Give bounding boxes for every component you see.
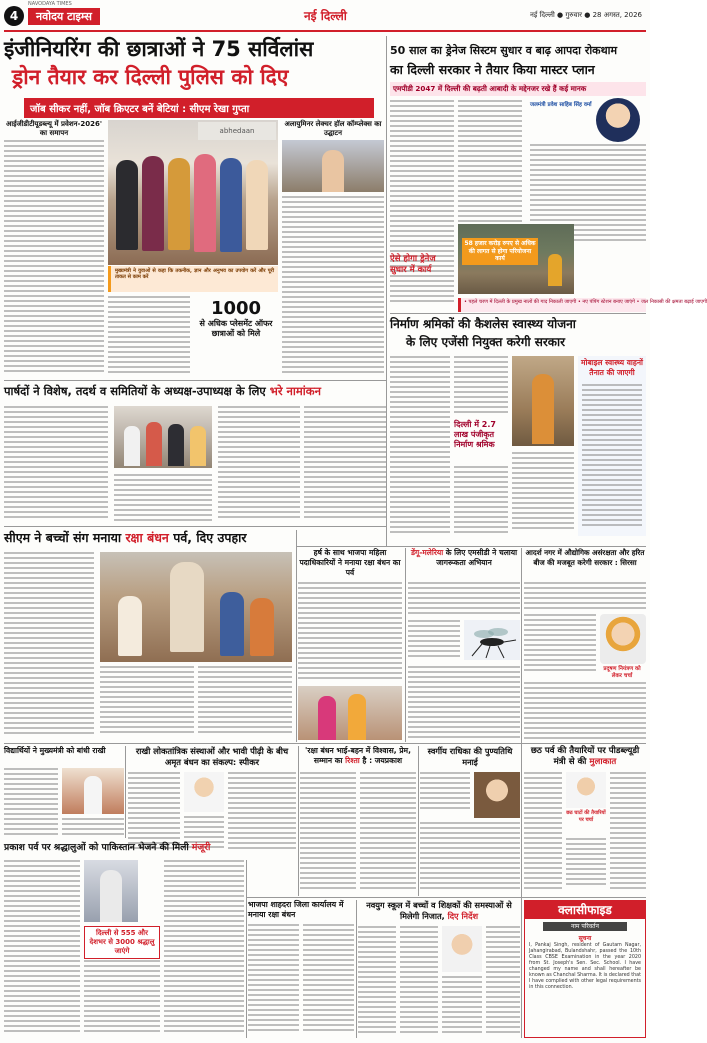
stage-banner: abhedaan	[198, 122, 276, 140]
dengue-body-left	[408, 620, 460, 662]
navyug-story	[358, 900, 520, 1038]
parshad-body-col3	[218, 406, 300, 524]
classified-box	[524, 900, 646, 1038]
navyug-headline	[358, 900, 520, 922]
raksha-headline-a: सीएम ने बच्चों संग मनाया	[4, 530, 122, 545]
industry-body-left	[524, 614, 596, 674]
students-story	[4, 746, 124, 838]
drain-photo-callout: 58 हजार करोड़ रुपए से अधिक की लागत से होगा परियोजना कार्य	[462, 238, 538, 265]
navyug-photo	[442, 926, 482, 972]
parshad-photo	[114, 406, 212, 468]
bjp-women-headline: हर्ष के साथ भाजपा महिला पदाधिकारियों ने मनाया रक्षा बंधन का पर्व	[299, 548, 401, 577]
rakhi-trust-body-right	[360, 772, 416, 892]
classified-section: नाम परिवर्तन	[543, 922, 627, 931]
rakhi-trust-story	[300, 746, 416, 896]
students-photo-figure	[84, 776, 102, 814]
workers-headline-line1: निर्माण श्रमिकों की कैशलेस स्वास्थ्य योजना	[390, 317, 576, 331]
lead-quote: मुख्यमंत्री ने युवाओं से कहा कि तकनीक, ज्ञान और अनुभव का उपयोग करें और पूरी ताकत से काम करें	[115, 268, 274, 281]
photo-figure-4	[194, 154, 216, 252]
parshad-photo-figure-2	[146, 422, 162, 466]
rakhi-trust-headline-c: है : जयप्रकाश	[359, 756, 403, 765]
prakash-photo-figure	[100, 870, 122, 922]
chhath-body-col1	[524, 772, 562, 892]
parshad-headline-a: पार्षदों ने विशेष, तदर्थ व समितियों के अध्यक्ष-उपाध्यक्ष के लिए	[4, 384, 266, 398]
chhath-headline-b: मुलाकात	[589, 757, 617, 767]
parshad-photo-figure-1	[124, 426, 140, 466]
chhath-callout: छठ घाटों की तैयारियों पर चर्चा	[566, 810, 606, 823]
rule-shahdara-right	[356, 900, 357, 1038]
dengue-headline	[408, 548, 520, 568]
radhika-photo	[474, 772, 520, 818]
navyug-body-col2	[400, 926, 438, 1036]
students-body-left	[4, 768, 58, 836]
bjp-women-photo-figure-2	[348, 694, 366, 740]
mosquito-icon	[464, 620, 520, 660]
brand-logo: नवोदय टाइम्स	[28, 8, 100, 25]
rule-row-3	[246, 897, 646, 898]
rule-students-right	[125, 746, 126, 838]
lead-photo	[108, 120, 278, 265]
lead-story	[4, 36, 384, 381]
workers-stat: दिल्ली में 2.7 लाख पंजीकृत निर्माण श्रमिक	[454, 420, 496, 449]
side-photo-person	[322, 150, 344, 192]
raksha-body-col3	[198, 666, 292, 738]
industry-body-top	[524, 582, 646, 612]
masthead	[4, 1, 646, 28]
parshad-story	[4, 384, 386, 524]
rakhi-leaders-story	[128, 746, 296, 856]
raksha-headline-c: पर्व, दिए उपहार	[173, 530, 247, 545]
bjp-shahdara-headline: भाजपा शाहदरा जिला कार्यालय में मनाया रक्षा बंधन	[248, 900, 344, 919]
lead-side-photo	[282, 140, 384, 192]
bjp-women-photo	[298, 686, 402, 740]
lead-stat-box	[194, 298, 278, 354]
parshad-photo-figure-3	[168, 424, 184, 466]
radhika-body-top	[420, 772, 470, 812]
navyug-body-col3	[442, 976, 482, 1036]
navyug-headline-b: दिए निर्देश	[447, 911, 479, 921]
radhika-headline: स्वर्गीय राधिका की पुण्यतिथि मनाई	[427, 746, 513, 767]
drain-bullets-box	[458, 298, 707, 312]
bjp-shahdara-body-right	[303, 924, 354, 1036]
photo-figure-3	[168, 158, 190, 250]
industry-photo	[600, 614, 646, 664]
photo-figure-5	[220, 158, 242, 252]
bjp-women-story	[298, 548, 402, 742]
drain-body-col1	[390, 100, 454, 308]
lead-stat-text: से अधिक प्लेसमेंट ऑफर छात्राओं को मिले	[199, 319, 273, 338]
workers-side-title: मोबाइल स्वास्थ्य वाहनों तैनात की जाएगी	[581, 358, 643, 377]
parshad-photo-figure-4	[190, 426, 206, 466]
bjp-women-photo-figure-1	[318, 696, 336, 740]
drain-photo-worker	[548, 254, 562, 286]
parshad-headline-b: भरे नामांकन	[269, 384, 321, 398]
chhath-body-col2	[566, 838, 606, 892]
dengue-body-top	[408, 582, 520, 616]
students-headline: विद्यार्थियों ने मुख्यमंत्री को बांधी राखी	[4, 746, 106, 755]
industry-body-bottom	[524, 682, 646, 740]
parshad-headline	[4, 384, 386, 399]
navyug-body-col1	[358, 926, 396, 1036]
raksha-body-col2	[100, 666, 194, 738]
lead-body-right	[282, 196, 384, 376]
rakhi-leaders-photo	[184, 772, 224, 812]
rule-raksha-right	[296, 530, 297, 742]
chhath-photo	[566, 772, 606, 808]
rule-under-drain	[390, 313, 646, 314]
bjp-shahdara-body-left	[248, 924, 299, 1036]
navyug-headline-a: नवयुग स्कूल में बच्चों व शिक्षकों की समस्याओं से मिलेगी निजात,	[366, 900, 512, 921]
rule-rakhi-right	[298, 746, 299, 896]
prakash-headline-a: प्रकाश पर्व पर श्रद्धालुओं को पाकिस्तान भेजने की मिली	[4, 842, 192, 853]
lead-side-left-title: आईजीडीटीयूडब्ल्यू में प्रवेशन-2026' का समापन	[5, 120, 103, 137]
city-label: नई दिल्ली	[304, 9, 347, 23]
bjp-shahdara-story	[248, 900, 354, 1038]
workers-body-col1	[390, 356, 450, 536]
raksha-story	[4, 530, 294, 742]
rule-under-parshad	[4, 526, 386, 527]
industry-headline: आदर्श नगर में औद्योगिक असंरक्षता और हरित बीज की मजबूत करेगी सरकार : सिरसा	[525, 548, 645, 567]
rule-row-2	[4, 743, 646, 744]
classified-header: क्लासीफाइड	[525, 901, 645, 919]
photo-figure-6	[246, 160, 268, 250]
lead-body-left	[4, 140, 104, 375]
dengue-mosquito-photo	[464, 620, 520, 660]
navyug-body-col4	[486, 926, 520, 1036]
lead-quote-box	[108, 266, 278, 292]
raksha-photo-child-1	[118, 596, 142, 656]
photo-figure-2	[142, 156, 164, 251]
rakhi-trust-headline-a: 'रक्षा बंधन भाई-बहन में विश्वास, प्रेम, सम्मान का	[305, 746, 411, 765]
chhath-headline	[524, 746, 646, 768]
prakash-body-col3	[164, 860, 244, 1036]
prakash-body-col1	[4, 860, 80, 1036]
dengue-story	[408, 548, 520, 742]
prakash-photo	[84, 860, 138, 922]
lead-subhead: जॉब सीकर नहीं, जॉब क्रिएटर बनें बेटियां : सीएम रेखा गुप्ता	[24, 98, 374, 118]
workers-headline-line2: के लिए एजेंसी नियुक्त करेगी सरकार	[406, 335, 565, 349]
rule-under-lead	[4, 380, 386, 381]
drain-minister-photo	[596, 98, 640, 142]
students-body-right	[62, 818, 124, 836]
prakash-headline	[4, 842, 244, 854]
drain-headline-line1: 50 साल का ड्रेनेज सिस्टम सुधार व बाढ़ आपदा रोकथाम	[390, 44, 618, 57]
drain-subhead: एमपीडी 2047 में दिल्ली की बढ़ती आबादी के मद्देनजर रखे हैं कई मानक	[390, 82, 646, 96]
chhath-headline-a: छठ पर्व की तैयारियों पर पीडब्ल्यूडी मंत्री से की	[530, 746, 640, 767]
prakash-headline-b: मंजूरी	[191, 842, 211, 853]
rakhi-trust-body-left	[300, 772, 356, 892]
prakash-story	[4, 842, 244, 1038]
dengue-headline-b: के लिए एमसीडी ने चलाया जागरूकता अभियान	[436, 548, 518, 567]
raksha-headline	[4, 530, 294, 546]
parshad-body-col1	[4, 406, 108, 524]
classified-section2: सूचना	[578, 935, 592, 942]
page-number: 4	[4, 6, 24, 26]
parshad-body-col2	[114, 474, 212, 524]
drain-minister-caption: जलमंत्री प्रवेश साहिब सिंह वर्मा	[530, 102, 592, 108]
chhath-story	[524, 746, 646, 896]
drain-side-title: ऐसे होगा ड्रेनेज सुधार में कार्य	[390, 254, 436, 275]
parshad-body-col4	[304, 406, 386, 524]
workers-body-col2	[454, 356, 508, 416]
raksha-body-col1	[4, 552, 94, 738]
classified-body: I, Pankaj Singh, resident of Gautam Nagar, Jahangirabad, Bulandshahr, passed the 10th Class CBSE Examination in the year 2020 from St. Joseph's Sen. Sec. School. I have changed my name and shall hereafter be known as Chanchal Sharma. It is declared that I have complied with other legal requirements in this connection.	[529, 943, 641, 990]
lead-side-right-title: अलायुमिनर लेक्चर हॉल कॉम्प्लेक्स का उद्घाटन	[284, 120, 382, 137]
radhika-story	[420, 746, 520, 896]
brand-small: NAVODAYA TIMES	[28, 1, 72, 7]
prakash-callout: दिल्ली से 555 और देशभर से 3000 श्रद्धालु जाएंगे	[84, 926, 160, 959]
workers-body-col4	[512, 452, 574, 536]
drainage-story	[390, 44, 707, 312]
lead-stat-number: 1000	[210, 298, 262, 319]
radhika-body-bottom	[420, 822, 520, 894]
industry-callout: प्रदूषण नियंत्रण को लेकर चर्चा	[603, 666, 641, 679]
rakhi-trust-headline-b: रिश्ता	[345, 756, 360, 765]
workers-side-body	[582, 384, 642, 529]
dengue-headline-a: डेंगू-मलेरिया	[410, 548, 444, 557]
prakash-body-col2	[84, 960, 160, 1036]
chhath-body-col3	[610, 772, 646, 892]
drain-headline-line2: का दिल्ली सरकार ने तैयार किया मास्टर प्लान	[390, 62, 595, 77]
masthead-rule	[4, 30, 646, 32]
workers-sidebar	[578, 356, 646, 536]
rule-trust-right	[418, 746, 419, 896]
workers-photo-figure	[532, 374, 554, 444]
workers-body-col3	[454, 466, 508, 536]
industry-story	[524, 548, 646, 742]
dengue-body-bottom	[408, 666, 520, 740]
rule-bjp-right	[405, 548, 406, 742]
rule-mid-band	[296, 546, 646, 547]
students-photo	[62, 768, 124, 814]
rule-lead-right	[386, 36, 387, 546]
lead-headline-line2: ड्रोन तैयार कर दिल्ली पुलिस को दिए	[12, 65, 289, 89]
lead-body-center-left	[108, 296, 190, 376]
raksha-photo-child-2	[220, 592, 244, 656]
raksha-photo-cm	[170, 562, 204, 652]
photo-figure-1	[116, 160, 138, 250]
drain-bullets: • पहले चरण में दिल्ली के प्रमुख नालों की गाद निकाली जाएगी • नए पंपिंग स्टेशन बनाए जाएंगे • जल निकासी की क्षमता बढ़ाई जाएगी	[464, 299, 707, 305]
workers-photo	[512, 356, 574, 446]
rakhi-leaders-headline: राखी लोकतांत्रिक संस्थाओं और भावी पीढ़ी के बीच अमृत बंधन का संकल्प: स्पीकर	[135, 746, 289, 767]
edition-line: नई दिल्ली ● गुरुवार ● 28 अगस्त, 2026	[529, 11, 642, 19]
lead-headline-line1: इंजीनियरिंग की छात्राओं ने 75 सर्विलांस	[4, 37, 314, 61]
rule-prakash-right	[246, 860, 247, 1038]
raksha-headline-b: रक्षा बंधन	[125, 530, 169, 545]
workers-story	[390, 316, 646, 546]
bjp-women-body	[298, 582, 402, 682]
rule-dengue-right	[521, 548, 522, 1038]
raksha-photo-child-3	[250, 598, 274, 656]
rakhi-trust-headline	[300, 746, 416, 766]
raksha-photo	[100, 552, 292, 662]
drain-photo	[458, 224, 574, 294]
